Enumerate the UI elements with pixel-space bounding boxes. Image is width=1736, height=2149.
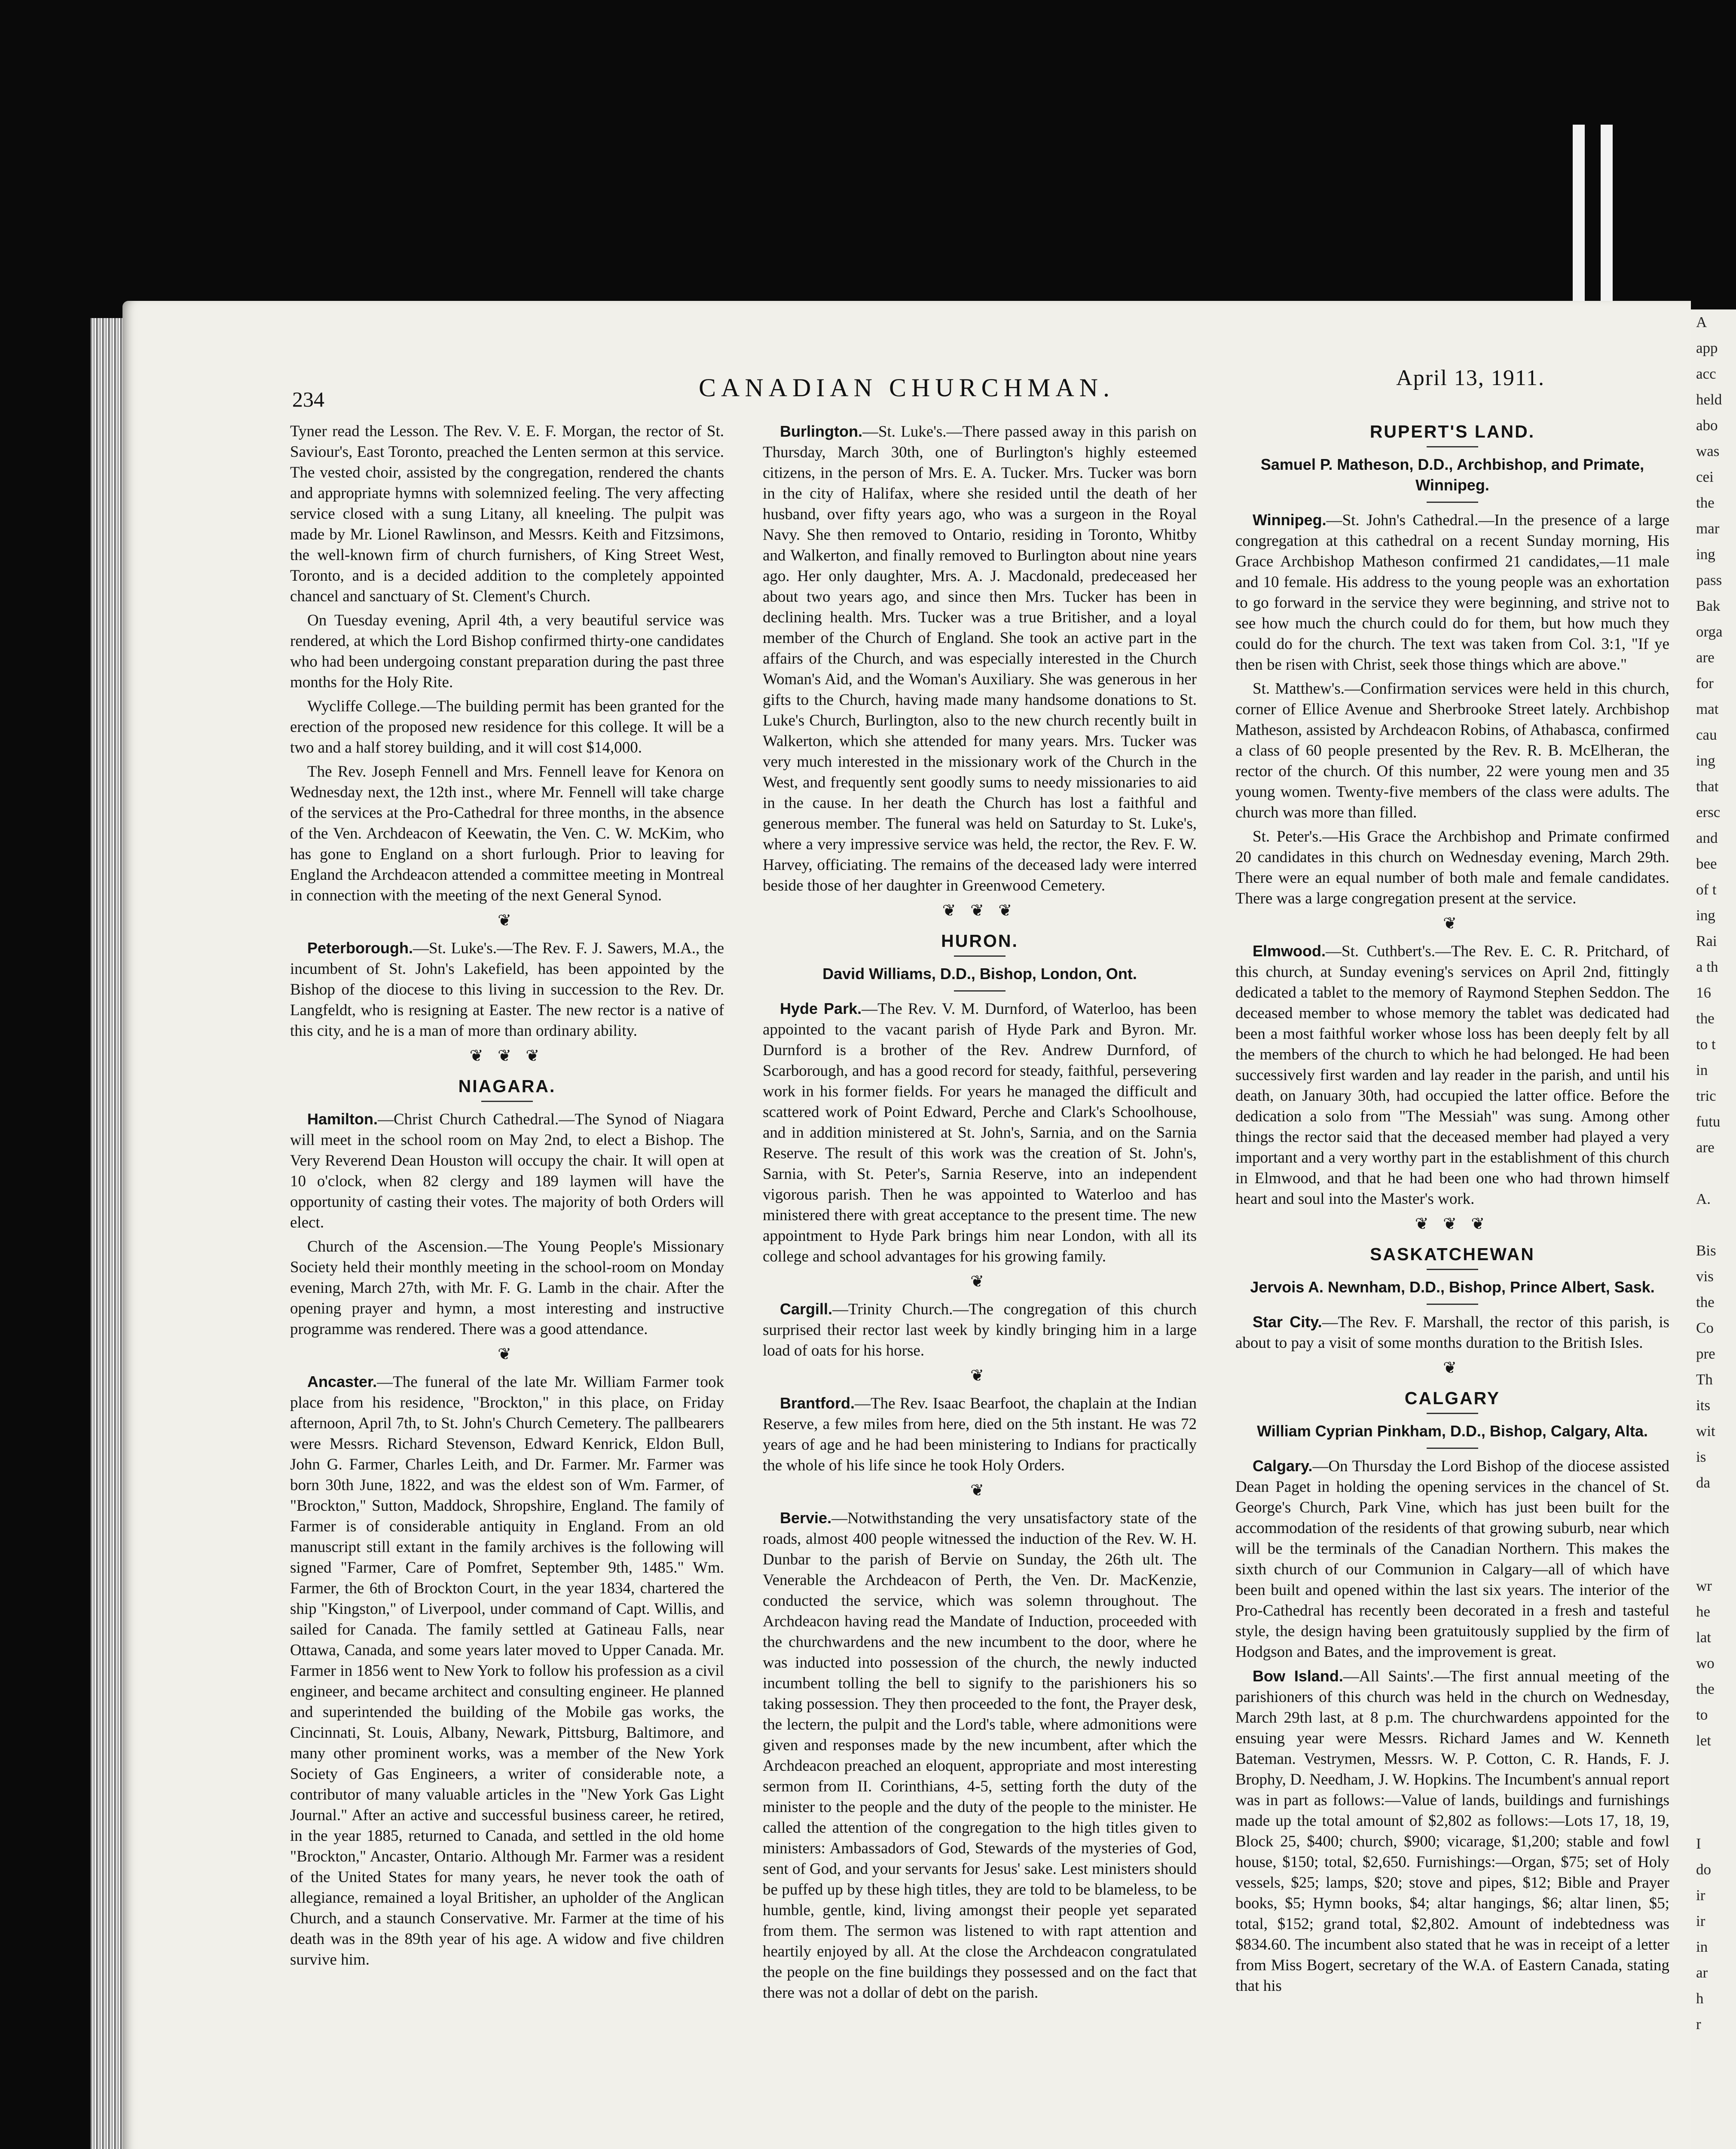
- facing-page-fragment: ing: [1696, 546, 1715, 563]
- facing-page-fragment: [1691, 1521, 1736, 1547]
- heading-rule: [954, 990, 1006, 992]
- section-ornament: ❦: [498, 1345, 517, 1363]
- facing-page-fragment: the: [1696, 1010, 1715, 1027]
- heading-rule: [481, 1101, 533, 1102]
- paragraph: [290, 938, 724, 1041]
- facing-page-fragment: vis: [1696, 1268, 1714, 1285]
- newspaper-page: [122, 301, 1691, 2149]
- place-lead: Ancaster.: [307, 1373, 377, 1390]
- facing-page-fragment: the: [1696, 1681, 1715, 1697]
- paragraph: Wycliffe College.—The building permit has been granted for the erection of the proposed new residence for this college. It will be a two and a half storey building, and it will cost $14,000.: [290, 698, 724, 756]
- facing-page-fragment: A: [1696, 314, 1707, 331]
- paragraph-text: —The funeral of the late Mr. William Farmer took place from his residence, "Brockton," in this place, on Friday afternoon, April 7th, to St. John's Church Cemetery. The pallbearers were Messrs. Richard Stevenson, Edward Kenrick, Eldon Bull, John G. Farmer, Charles Leith, and Dr. Farmer. Mr. Farmer was born 30th June, 1822, and was the eldest son of Wm. Farmer, of "Brockton," Sutton, Maddock, Shropshire, England. The family of Farmer is of considerable antiquity in England. From an old manuscript still extant in the family archives is the following will signed "Farmer, Care of Pomfret, September 9th, 1485." Wm. Farmer, the 6th of Brockton Court, in the year 1834, chartered the ship "Kingston," of Liverpool, under command of Capt. Willis, and sailed for Canada. The family settled at Gatineau Falls, near Ottawa, Canada, and some years later moved to Upper Canada. Mr. Farmer in 1856 went to New York to follow his profession as a civil engineer, and became architect and consulting engineer. He planned and superintended the building of the Mobile gas works, the Cincinnati, St. Louis, Albany, Newark, Pittsburg, Baltimore, and many other prominent works, was a member of the New York Society of Gas Engineers, a writer of considerable note, a contributor of many valuable articles in the "New York Gas Light Journal." After an active and successful business career, he retired, in the year 1885, returned to Canada, and settled in the old home "Brockton," Ancaster, Ontario. Although Mr. Farmer was a resident of the United States for many years, he never took the oath of allegiance, remained a loyal Britisher, an upholder of the Anglican Church, and a staunch Conservative. Mr. Farmer at the time of his death was in the 89th year of his age. A widow and five children survive him.: [290, 1373, 724, 1968]
- place-lead: Bervie.: [780, 1509, 832, 1527]
- diocese-heading: SASKATCHEWAN: [1370, 1244, 1535, 1264]
- paragraph: [290, 1109, 724, 1233]
- paragraph-text: —All Saints'.—The first annual meeting of the parishioners of this church was held in the church on Wednesday, March 29th last, at 8 p.m. The churchwardens appointed for the ensuing year were Messrs. Richard James and W. Kenneth Bateman. Vestrymen, Messrs. W. P. Cotton, C. R. Hands, F. J. Brophy, D. Needham, J. W. Hopkins. The Incumbent's annual report was in part as follows:—Value of lands, buildings and furnishings made up the total amount of $2,802 as follows:—Lots 17, 18, 19, Block 25, $400; church, $900; vicarage, $1,200; stable and fowl house, $150; total, $2,650. Furnishings:—Organ, $75; set of Holy vessels, $25; lamps, $20; stove and pipes, $12; Bible and Prayer books, $5; Hymn books, $4; altar hangings, $6; altar linen, $5; total, $152; grand total, $2,802. Amount of indebtedness was $834.60. The incumbent also stated that he was in receipt of a letter from Miss Bogert, secretary of the W.A. of Eastern Canada, stating that his: [1235, 1668, 1669, 1995]
- facing-page-fragment: acc: [1696, 365, 1716, 382]
- heading-rule: [1427, 446, 1478, 447]
- facing-page-fragment: to: [1696, 1706, 1708, 1723]
- place-lead: Calgary.: [1253, 1457, 1313, 1475]
- column-3: [1235, 421, 1669, 2149]
- section-ornament: ❦ ❦ ❦: [1415, 1215, 1490, 1233]
- book-page-edges: [90, 318, 125, 2149]
- facing-page-fragment: for: [1696, 675, 1714, 692]
- facing-page-fragment: are: [1696, 1139, 1715, 1156]
- place-lead: Brantford.: [780, 1394, 855, 1412]
- facing-page-fragment: he: [1696, 1603, 1711, 1620]
- place-lead: Elmwood.: [1253, 942, 1326, 960]
- heading-rule: [1427, 1304, 1478, 1305]
- facing-page-fragment: Bis: [1696, 1242, 1716, 1259]
- paragraph-text: —On Thursday the Lord Bishop of the diocese assisted Dean Paget in holding the opening services in the chancel of St. George's Church, Park Vine, which has just been built for the accommodation of the residents of that growing suburb, near which will be the terminals of the Canadian Northern. This makes the sixth church of our Communion in Calgary—all of which have been built and opened within the last six years. The interior of the Pro-Cathedral has recently been decorated in a fresh and tasteful style, the design having been gratuitously supplied by the firm of Hodgson and Bates, and the improvement is great.: [1235, 1457, 1669, 1661]
- heading-rule: [1427, 1269, 1478, 1270]
- section-ornament: ❦ ❦ ❦: [942, 902, 1018, 920]
- film-edge-mark: [1573, 125, 1585, 327]
- facing-page-fragment: wr: [1696, 1577, 1712, 1594]
- facing-page-fragment: to t: [1696, 1036, 1716, 1053]
- facing-page-fragment: and: [1696, 830, 1718, 846]
- facing-page-fragment: da: [1696, 1474, 1711, 1491]
- paragraph: [1235, 1312, 1669, 1353]
- facing-page-fragment: wo: [1696, 1655, 1715, 1671]
- facing-page-fragment: held: [1696, 391, 1722, 408]
- facing-page-fragment: r: [1696, 2016, 1701, 2033]
- facing-page-fragment: mar: [1696, 520, 1720, 537]
- facing-page-fragment: in: [1696, 1938, 1708, 1955]
- facing-page-fragment: lat: [1696, 1629, 1711, 1646]
- facing-page-fragment: [1691, 1779, 1736, 1805]
- facing-page-fragment: the: [1696, 494, 1715, 511]
- facing-page-fragment: [1691, 1754, 1736, 1779]
- section-ornament: ❦: [970, 1367, 989, 1385]
- facing-page-fragment: [1691, 1805, 1736, 1831]
- facing-page-fragment: tric: [1696, 1087, 1716, 1104]
- paragraph: [290, 1371, 724, 1970]
- paragraph: [1235, 941, 1669, 1209]
- facing-page-fragment: the: [1696, 1294, 1715, 1310]
- bishop-line: David Williams, D.D., Bishop, London, Ont.: [822, 965, 1137, 983]
- facing-page-fragment: [1691, 1212, 1736, 1238]
- running-head: CANADIAN CHURCHMAN.: [698, 373, 1115, 402]
- facing-page-fragment: Th: [1696, 1371, 1713, 1388]
- facing-page-fragment: in: [1696, 1062, 1708, 1078]
- place-lead: Burlington.: [780, 422, 862, 440]
- bishop-line: William Cyprian Pinkham, D.D., Bishop, Calgary, Alta.: [1257, 1422, 1648, 1440]
- facing-page-fragment: Co: [1696, 1319, 1714, 1336]
- paragraph: [1235, 1456, 1669, 1662]
- bishop-line: Samuel P. Matheson, D.D., Archbishop, and Primate, Winnipeg.: [1260, 456, 1644, 494]
- place-lead: Hamilton.: [307, 1110, 378, 1128]
- facing-page-fragment: is: [1696, 1448, 1706, 1465]
- place-lead: Cargill.: [780, 1300, 833, 1318]
- section-ornament: ❦: [1443, 915, 1462, 933]
- place-lead: Hyde Park.: [780, 1000, 862, 1017]
- facing-page-fragment: futu: [1696, 1113, 1721, 1130]
- facing-page-fragment: ing: [1696, 907, 1715, 924]
- facing-page-fragment: cei: [1696, 468, 1714, 485]
- facing-page-fragment: [1691, 1547, 1736, 1573]
- column-2: [763, 421, 1197, 2149]
- facing-page-fragment: I: [1696, 1835, 1701, 1852]
- facing-page-fragment: abo: [1696, 417, 1718, 434]
- diocese-heading: NIAGARA.: [458, 1076, 556, 1096]
- heading-rule: [1427, 502, 1478, 503]
- paragraph-text: —Trinity Church.—The congregation of this church surprised their rector last week by kindly bringing him in a large load of oats for his horse.: [763, 1301, 1197, 1359]
- facing-page-fragment: bee: [1696, 855, 1717, 872]
- heading-rule: [1427, 1448, 1478, 1449]
- facing-page-edge: [1691, 309, 1736, 2149]
- facing-page-fragment: ing: [1696, 752, 1715, 769]
- facing-page-fragment: ersc: [1696, 804, 1721, 820]
- diocese-heading: CALGARY: [1404, 1388, 1501, 1408]
- facing-page-fragment: 16: [1696, 984, 1711, 1001]
- section-ornament: ❦: [970, 1482, 989, 1500]
- paragraph: [763, 1508, 1197, 2003]
- facing-page-fragment: that: [1696, 778, 1719, 795]
- facing-page-fragment: Rai: [1696, 933, 1717, 949]
- facing-page-fragment: its: [1696, 1397, 1711, 1414]
- section-ornament: ❦: [970, 1273, 989, 1291]
- paragraph-text: —St. Luke's.—There passed away in this parish on Thursday, March 30th, one of Burlington's highly esteemed citizens, in the person of Mrs. E. A. Tucker. Mrs. Tucker was born in the city of Halifax, where she resided until the death of her husband, over fifty years ago, who was a surgeon in the Royal Navy. She then removed to Ontario, residing in Toronto, Whitby and Walkerton, and finally removed to Burlington about nine years ago. Her only daughter, Mrs. A. J. Macdonald, predeceased her about two years ago, and since then Mrs. Tucker has been in declining health. Mrs. Tucker was a true Britisher, and a loyal member of the Church of England. She took an active part in the affairs of the Church, and was especially interested in the Church Woman's Aid, and the Woman's Auxiliary. She was generous in her gifts to the Church, having made many handsome donations to St. Luke's Church, Burlington, also to the new church recently built in Walkerton, which she attended for many years. Mrs. Tucker was very much interested in the missionary work of the Church in the West, and frequently sent goodly sums to needy missionaries to aid in the cause. In her death the Church has lost a faithful and generous member. The funeral was held on Saturday to St. Luke's, where a very impressive service was held, the rector, the Rev. F. W. Harvey, officiating. The remains of the deceased lady were interred beside those of her daughter in Greenwood Cemetery.: [763, 423, 1197, 894]
- facing-page-fragment: of t: [1696, 881, 1717, 898]
- facing-page-fragment: Bak: [1696, 597, 1721, 614]
- paragraph: Church of the Ascension.—The Young People's Missionary Society held their monthly meeting in the school-room on Monday evening, March 27th, with Mr. F. G. Lamb in the chair. After the opening prayer and hymn, a most interesting and instructive programme was rendered. There was a good attendance.: [290, 1238, 724, 1338]
- heading-rule: [1427, 1413, 1478, 1414]
- paragraph-text: —St. John's Cathedral.—In the presence of a large congregation at this cathedral on a recent Sunday morning, His Grace Archbishop Matheson confirmed 21 candidates,—11 male and 10 female. His address to the young people was an exhortation to go forward in the service they were beginning, and strive not to see how much the church could do for them, but how much they could do for the church. The text was taken from Col. 3:1, "If ye then be risen with Christ, seek those things which are above.": [1235, 511, 1669, 673]
- facing-page-fragment: a th: [1696, 958, 1718, 975]
- facing-page-fragment: [1691, 1496, 1736, 1521]
- facing-page-fragment: orga: [1696, 623, 1723, 640]
- paragraph-text: —The Rev. V. M. Durnford, of Waterloo, has been appointed to the vacant parish of Hyde Park and Byron. Mr. Durnford is a brother of the Rev. Andrew Durnford, of Scarborough, and has a good record for steady, faithful, persevering work in his former fields. For years he managed the difficult and scattered work of Point Edward, Perche and Clark's Schoolhouse, and in addition ministered at St. John's, Sarnia, and on the Sarnia Reserve. The result of this work was the creation of St. John's, Sarnia, with St. Peter's, Sarnia Reserve, into an independent vigorous parish. Then he was appointed to Waterloo and has ministered there with great acceptance to the present time. The new appointment to Hyde Park brings him near London, with all its college and school advantages for his growing family.: [763, 1000, 1197, 1265]
- place-lead: Winnipeg.: [1253, 511, 1326, 529]
- paragraph: Tyner read the Lesson. The Rev. V. E. F. Morgan, the rector of St. Saviour's, East Toronto, preached the Lenten sermon at this service. The vested choir, assisted by the congregation, rendered the chants and appropriate hymns with solemnized feeling. The very affecting service closed with a sung Litany, all kneeling. The pulpit was made by Mr. Lionel Rawlinson, and Messrs. Keith and Fitzsimons, the well-known firm of church furnishers, of King Street West, Toronto, and is a decided addition to the completely appointed chancel and sanctuary of St. Clement's Church.: [290, 422, 724, 605]
- paragraph-text: —St. Cuthbert's.—The Rev. E. C. R. Pritchard, of this church, at Sunday evening's services on April 2nd, fittingly dedicated a tablet to the memory of Raymond Stephen Seddon. The deceased member to whose memory the tablet was dedicated had been a most faithful worker whose loss has been deeply felt by all the members of the church to which he had belonged. He had been successively first warden and lay reader in the parish, and until his death, on January 30th, had occupied the latter office. Before the dedication a solo from "The Messiah" was sung. Among other things the rector said that the deceased member had played a very important and a very worthy part in the establishment of this church in Elmwood, and that he had been one who had thrown himself heart and soul into the Master's work.: [1235, 943, 1669, 1208]
- heading-rule: [954, 955, 1006, 957]
- place-lead: Star City.: [1253, 1313, 1322, 1331]
- paragraph-text: —Notwithstanding the very unsatisfactory state of the roads, almost 400 people witnessed the induction of the Rev. W. H. Dunbar to the parish of Bervie on Sunday, the 26th ult. The Venerable the Archdeacon of Perth, the Ven. Dr. MacKenzie, conducted the service, which was solemn throughout. The Archdeacon having read the Mandate of Induction, proceeded with the churchwardens and the new incumbent to the door, where he was inducted into possession of the church, the newly inducted incumbent tolling the bell to signify to the parishioners his so taking possession. They then proceeded to the font, the Prayer desk, the lectern, the pulpit and the Lord's table, where admonitions were given and responses made by the new incumbent, after which the Archdeacon preached an eloquent, appropriate and most interesting sermon from II. Corinthians, 4-5, setting forth the duty of the minister to the people and the duty of the people to the minister. He called the attention of the congregation to the high titles given to ministers: Ambassadors of God, Stewards of the mysteries of God, sent of God, and your servants for Jesus' sake. Lest ministers should be puffed up by these high titles, they are told to be blameless, to be humble, gentle, kind, living amongst their people yet separated from them. The sermon was listened to with rapt attention and heartily enjoyed by all. At the close the Archdeacon congratulated the people on the fine buildings they possessed and on the fact that there was not a dollar of debt on the parish.: [763, 1509, 1197, 2002]
- paragraph: St. Peter's.—His Grace the Archbishop and Primate confirmed 20 candidates in this church on Wednesday evening, March 29th. There were an equal number of both male and female candidates. There was a large congregation present at the service.: [1235, 828, 1669, 907]
- paragraph-text: —St. Luke's.—The Rev. F. J. Sawers, M.A., the incumbent of St. John's Lakefield, has been appointed by the Bishop of the diocese to this living in succession to the Rev. Dr. Langfeldt, who is resigning at Easter. The new rector is a native of this city, and he is a man of more than ordinary ability.: [290, 940, 724, 1040]
- facing-page-fragment: h: [1696, 1990, 1704, 2007]
- paragraph: On Tuesday evening, April 4th, a very beautiful service was rendered, at which the Lord Bishop confirmed thirty-one candidates who had been undergoing constant preparation during the past three months for the Holy Rite.: [290, 612, 724, 691]
- facing-page-fragment: let: [1696, 1732, 1711, 1749]
- paragraph: [1235, 1666, 1669, 1996]
- film-edge-mark: [1601, 125, 1613, 327]
- paragraph-text: —Christ Church Cathedral.—The Synod of Niagara will meet in the school room on May 2nd, to elect a Bishop. The Very Reverend Dean Houston will occupy the chair. It will open at 10 o'clock, when 82 clergy and 189 laymen will have the opportunity of casting their votes. The majority of both Orders will elect.: [290, 1111, 724, 1231]
- paragraph: [763, 421, 1197, 896]
- paragraph-text: —The Rev. Isaac Bearfoot, the chaplain at the Indian Reserve, a few miles from here, died on the 5th instant. He was 72 years of age and he had been ministering to Indians for practically the whole of his life since he took Holy Orders.: [763, 1395, 1197, 1474]
- facing-page-fragment: ir: [1696, 1913, 1705, 1929]
- section-ornament: ❦: [1443, 1359, 1462, 1377]
- diocese-heading: RUPERT'S LAND.: [1369, 422, 1535, 441]
- facing-page-fragment: was: [1696, 443, 1720, 459]
- paragraph: [763, 1299, 1197, 1361]
- facing-page-fragment: are: [1696, 649, 1715, 666]
- facing-page-fragment: pre: [1696, 1345, 1715, 1362]
- issue-date: April 13, 1911.: [1396, 366, 1545, 390]
- facing-page-fragment: ir: [1696, 1887, 1705, 1904]
- facing-page-fragment: do: [1696, 1861, 1711, 1878]
- facing-page-fragment: A.: [1696, 1191, 1711, 1207]
- place-lead: Bow Island.: [1253, 1667, 1343, 1685]
- paragraph: St. Matthew's.—Confirmation services were held in this church, corner of Ellice Avenue and Sherbrooke Street lately. Archbishop Matheson, assisted by Archdeacon Robins, of Athabasca, confirmed a class of 60 people presented by the Rev. R. B. McElheran, the rector of the church. Of this number, 22 were young men and 35 young women. Twenty-five members of the class were adults. The church was more than filled.: [1235, 680, 1669, 821]
- page-number: 234: [292, 387, 324, 411]
- section-ornament: ❦ ❦ ❦: [469, 1047, 545, 1065]
- facing-page-fragment: pass: [1696, 572, 1722, 588]
- facing-page-fragment: cau: [1696, 726, 1717, 743]
- paragraph: [1235, 510, 1669, 675]
- paragraph: [763, 998, 1197, 1267]
- bishop-line: Jervois A. Newnham, D.D., Bishop, Prince Albert, Sask.: [1250, 1278, 1655, 1296]
- diocese-heading: HURON.: [941, 931, 1018, 951]
- paragraph: [763, 1393, 1197, 1476]
- column-1: [290, 421, 724, 2149]
- facing-page-fragment: wit: [1696, 1423, 1715, 1439]
- facing-page-fragment: app: [1696, 340, 1718, 356]
- place-lead: Peterborough.: [307, 939, 413, 957]
- paragraph: The Rev. Joseph Fennell and Mrs. Fennell leave for Kenora on Wednesday next, the 12th inst., where Mr. Fennell will take charge of the services at the Pro-Cathedral for three months, in the absence of the Ven. Archdeacon of Keewatin, the Ven. C. W. McKim, who has gone to England on a short furlough. Prior to leaving for England the Archdeacon attended a committee meeting in Montreal in connection with the meeting of the next General Synod.: [290, 763, 724, 904]
- paragraph-text: —The Rev. F. Marshall, the rector of this parish, is about to pay a visit of some months duration to the British Isles.: [1235, 1313, 1669, 1352]
- facing-page-fragment: ar: [1696, 1964, 1708, 1981]
- facing-page-fragment: [1691, 1160, 1736, 1186]
- facing-page-fragment: mat: [1696, 701, 1719, 717]
- section-ornament: ❦: [498, 912, 517, 930]
